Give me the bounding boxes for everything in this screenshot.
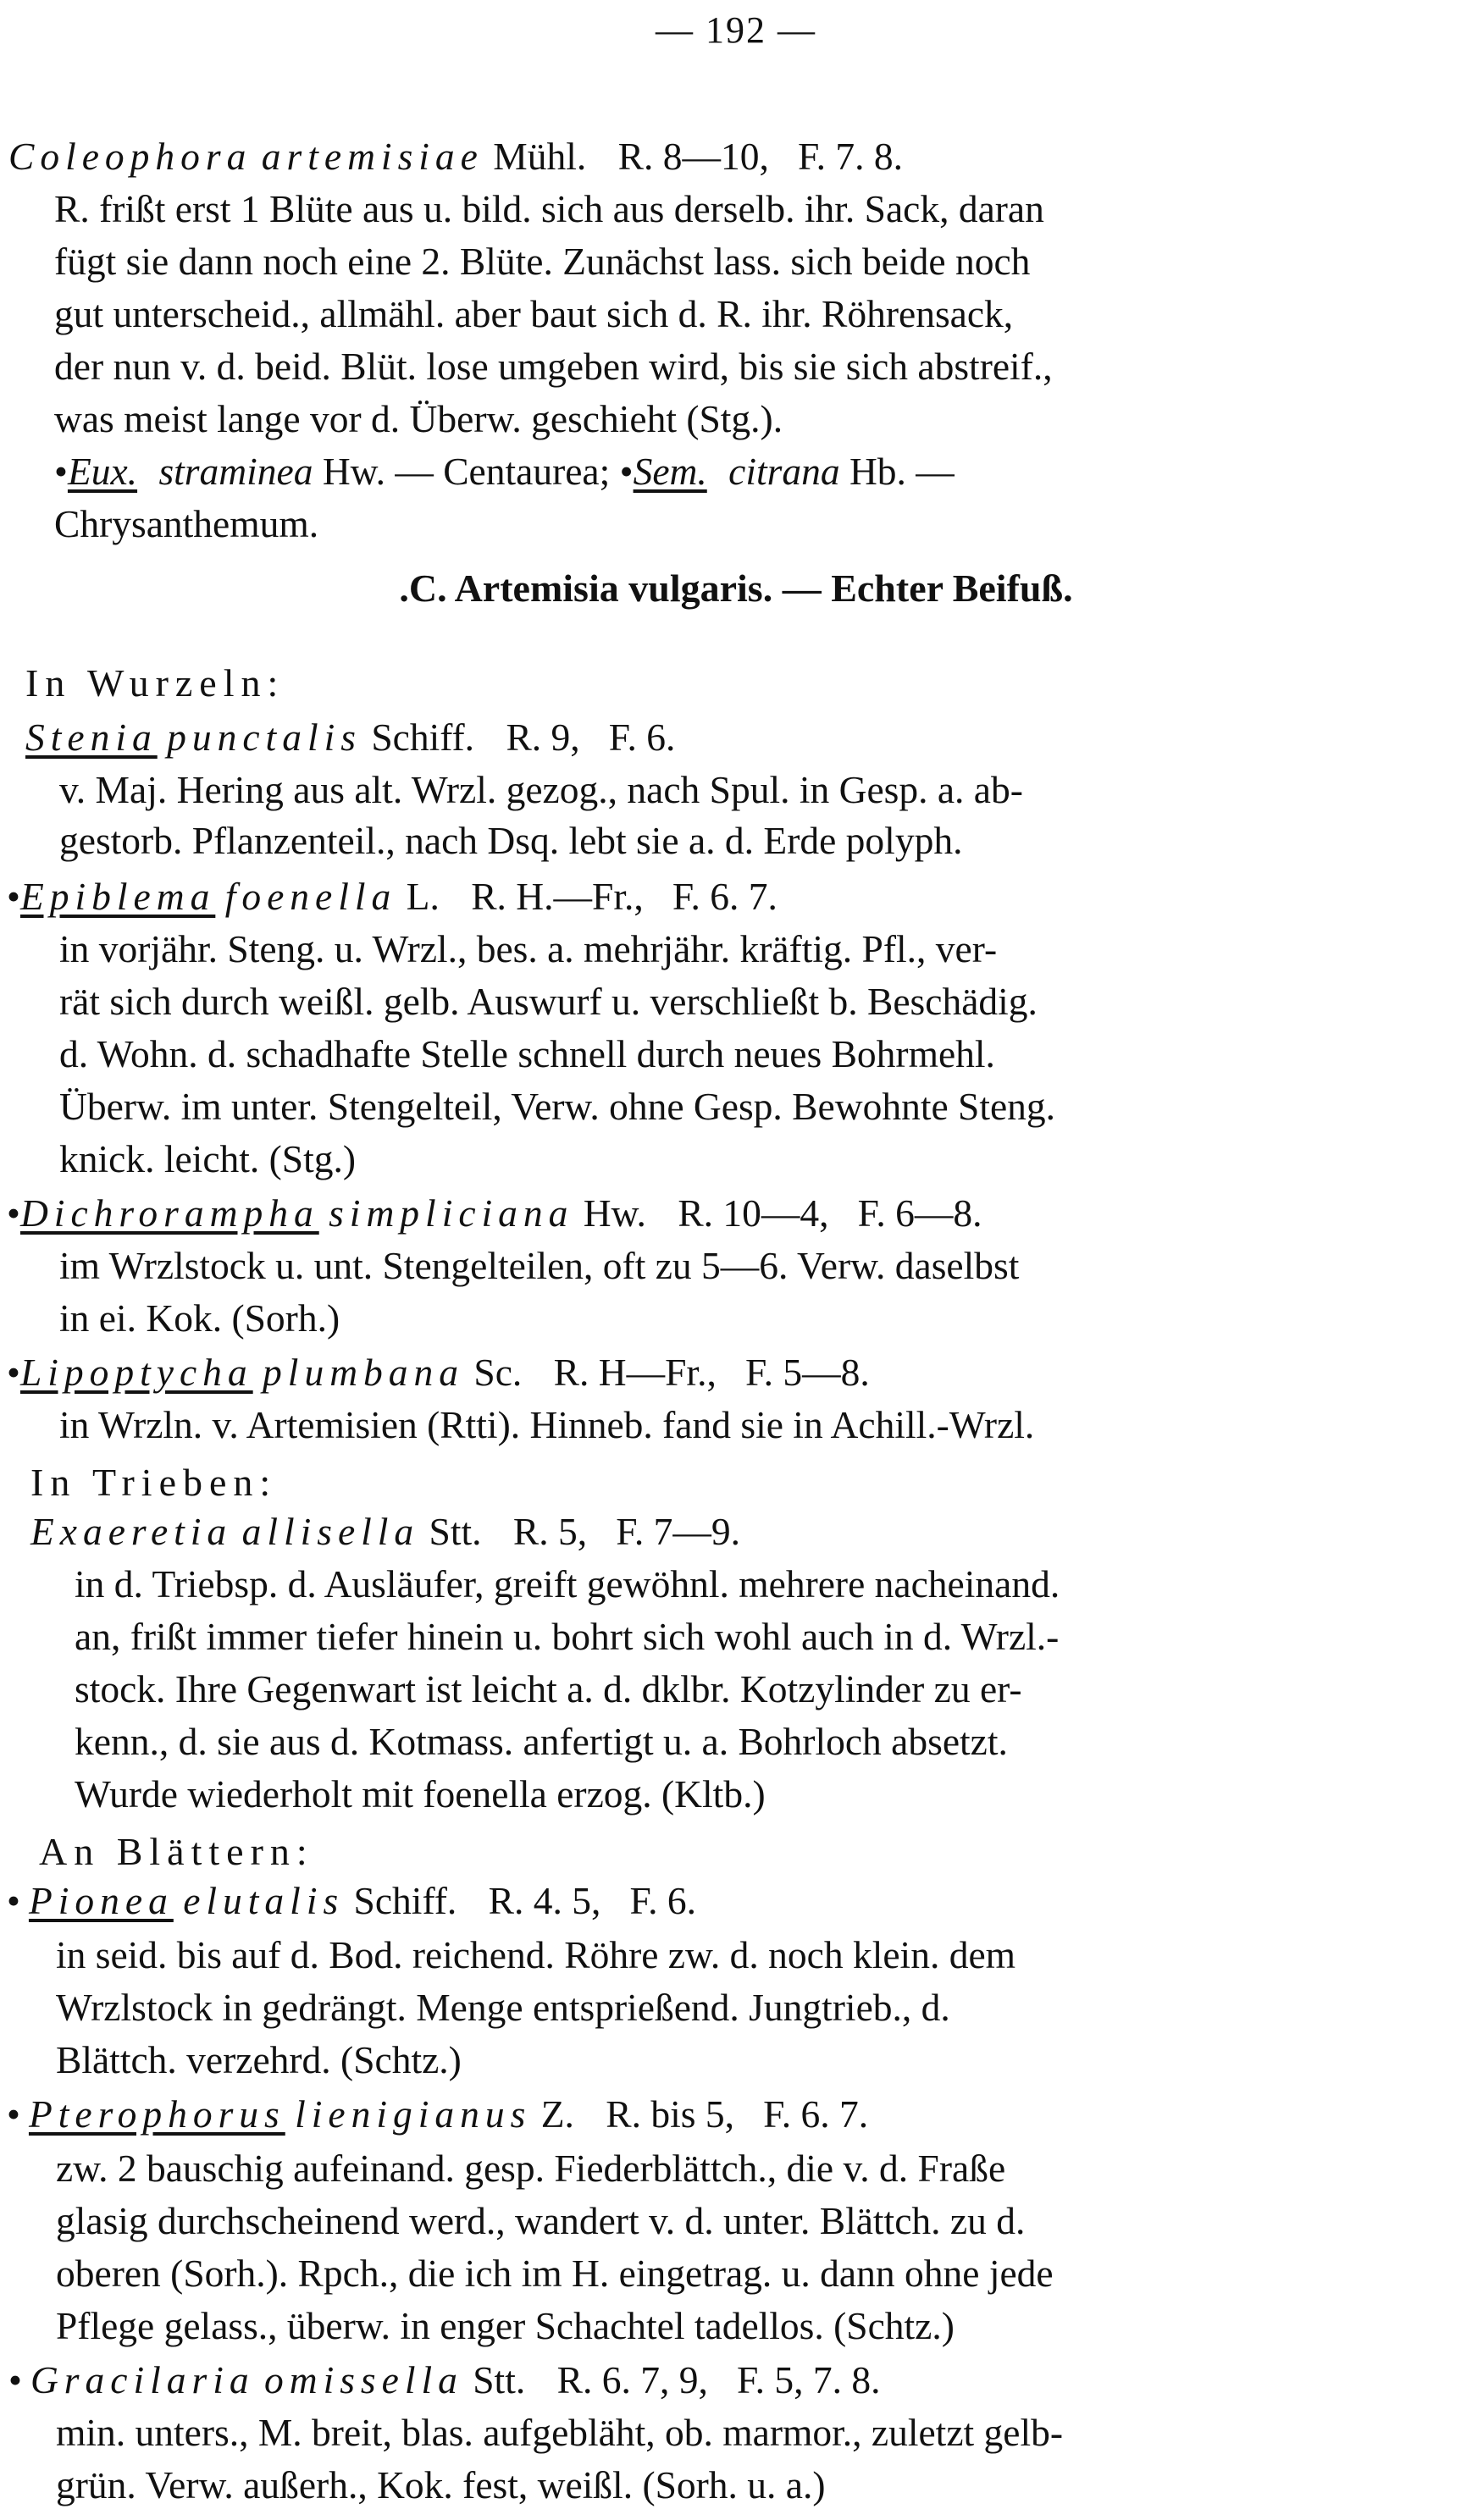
bullet: • (54, 450, 68, 493)
text-line: Wrzlstock in gedrängt. Menge entsprießend. Jungtrieb., d. (56, 1986, 950, 2029)
bullet: • (7, 875, 20, 918)
text-line: in seid. bis auf d. Bod. reichend. Röhre zw. d. noch klein. dem (56, 1933, 1016, 1976)
author-name: Schiff. (353, 1879, 457, 1922)
text-line: Überw. im unter. Stengelteil, Verw. ohne Gesp. Bewohnte Steng. (59, 1085, 1056, 1128)
species-name: artemisiae (261, 135, 484, 178)
genus-name: Dichrorampha (19, 1191, 319, 1235)
genus-abbrev: Eux. (67, 450, 138, 493)
species-heading (8, 137, 903, 176)
text-line: zw. 2 bauschig aufeinand. gesp. Fiederblättch., die v. d. Fraße (56, 2147, 1006, 2190)
text-line: Wurde wiederholt mit foenella erzog. (Kltb.) (75, 1772, 766, 1815)
species-name: lienigianus (295, 2092, 532, 2136)
text-line: in ei. Kok. (Sorh.) (59, 1296, 340, 1340)
text-line: fügt sie dann noch eine 2. Blüte. Zunächst lass. sich beide noch (54, 240, 1031, 283)
species-name: straminea (158, 450, 313, 493)
text-line: Pflege gelass., überw. in enger Schachtel tadellos. (Schtz.) (56, 2304, 955, 2347)
text-line: an, frißt immer tiefer hinein u. bohrt sich wohl auch in d. Wrzl.- (75, 1615, 1060, 1658)
reference-text: Hw. — Centaurea; (322, 450, 611, 493)
species-heading (7, 1191, 982, 1235)
bullet: • (7, 1879, 20, 1922)
genus-name: Exaeretia (30, 1510, 233, 1553)
text-line: in vorjähr. Steng. u. Wrzl., bes. a. mehrjähr. kräftig. Pfl., ver- (59, 927, 998, 970)
text-line: knick. leicht. (Stg.) (59, 1137, 357, 1180)
text-line: Chrysanthemum. (54, 502, 319, 545)
genus-name: Coleophora (8, 135, 252, 178)
phenology-data: R. 9, F. 6. (506, 716, 676, 759)
author-name: Schiff. (371, 716, 475, 759)
group-heading-leaves: An Blättern: (39, 1830, 314, 1873)
phenology-data: R. 6. 7, 9, F. 5, 7. 8. (556, 2358, 881, 2401)
genus-name: Lipoptycha (19, 1351, 253, 1394)
species-heading (30, 1512, 740, 1551)
species-name: allisella (241, 1510, 420, 1553)
phenology-data: R. H—Fr., F. 5—8. (553, 1351, 870, 1394)
text-line: gestorb. Pflanzenteil., nach Dsq. lebt sie a. d. Erde polyph. (59, 819, 963, 862)
text-line: v. Maj. Hering aus alt. Wrzl. gezog., nach Spul. in Gesp. a. ab- (59, 768, 1023, 811)
reference-text: Hb. — (849, 450, 955, 493)
genus-abbrev: Sem. (633, 450, 707, 493)
author-name: Sc. (473, 1351, 523, 1394)
species-name: elutalis (183, 1879, 345, 1922)
author-name: Mühl. (493, 135, 587, 178)
text-line: im Wrzlstock u. unt. Stengelteilen, oft zu 5—6. Verw. daselbst (59, 1244, 1020, 1287)
page-number: — 192 — (656, 9, 816, 51)
author-name: Hw. (583, 1191, 646, 1235)
text-line: kenn., d. sie aus d. Kotmass. anfertigt u. a. Bohrloch absetzt. (75, 1720, 1008, 1763)
species-name: plumbana (263, 1351, 465, 1394)
text-line: d. Wohn. d. schadhafte Stelle schnell durch neues Bohrmehl. (59, 1032, 995, 1075)
phenology-data: R. bis 5, F. 6. 7. (606, 2092, 869, 2136)
text-line: Blättch. verzehrd. (Schtz.) (56, 2038, 462, 2081)
phenology-data: R. 8—10, F. 7. 8. (617, 135, 903, 178)
group-heading-shoots: In Trieben: (30, 1461, 278, 1504)
species-heading (7, 1879, 697, 1922)
species-heading (7, 1353, 870, 1392)
genus-name: Pionea (28, 1879, 174, 1922)
text-line: in Wrzln. v. Artemisien (Rtti). Hinneb. fand sie in Achill.-Wrzl. (59, 1403, 1035, 1446)
genus-name: Epiblema (19, 875, 216, 918)
text-line: R. frißt erst 1 Blüte aus u. bild. sich aus derselb. ihr. Sack, daran (54, 187, 1044, 230)
text-line: rät sich durch weißl. gelb. Auswurf u. verschließt b. Beschädig. (59, 980, 1038, 1023)
section-heading: .C. Artemisia vulgaris. — Echter Beifuß. (399, 566, 1073, 610)
phenology-data: R. 4. 5, F. 6. (488, 1879, 697, 1922)
author-name: Stt. (429, 1510, 482, 1553)
author-name: Stt. (473, 2358, 526, 2401)
text-line: in d. Triebsp. d. Ausläufer, greift gewöhnl. mehrere nacheinand. (75, 1562, 1060, 1605)
phenology-data: R. H.—Fr., F. 6. 7. (471, 875, 778, 918)
text-line: min. unters., M. breit, blas. aufgebläht, ob. marmor., zuletzt gelb- (56, 2411, 1064, 2454)
species-name: omissella (263, 2358, 463, 2401)
text-line: grün. Verw. außerh., Kok. fest, weißl. (Sorh. u. a.) (56, 2463, 826, 2506)
author-name: L. (406, 875, 440, 918)
species-heading (7, 877, 778, 916)
group-heading-roots: In Wurzeln: (25, 661, 285, 705)
species-name: citrana (728, 450, 840, 493)
genus-name: Gracilaria (30, 2358, 255, 2401)
species-name: foenella (224, 875, 397, 918)
genus-name: Pterophorus (28, 2092, 285, 2136)
bullet: • (7, 2092, 20, 2136)
bullet: • (8, 2358, 22, 2401)
bullet: • (7, 1351, 20, 1394)
bullet: • (7, 1191, 20, 1235)
author-name: Z. (540, 2092, 574, 2136)
phenology-data: R. 5, F. 7—9. (512, 1510, 741, 1553)
text-line: oberen (Sorh.). Rpch., die ich im H. eingetrag. u. dann ohne jede (56, 2252, 1054, 2295)
phenology-data: R. 10—4, F. 6—8. (678, 1191, 982, 1235)
text-line: stock. Ihre Gegenwart ist leicht a. d. dklbr. Kotzylinder zu er- (75, 1667, 1022, 1710)
species-name: punctalis (167, 716, 362, 759)
species-heading (25, 718, 675, 757)
species-heading (7, 2092, 869, 2136)
text-line: glasig durchscheinend werd., wandert v. d. unter. Blättch. zu d. (56, 2199, 1026, 2242)
species-heading (8, 2358, 881, 2401)
species-name: simpliciana (329, 1191, 574, 1235)
reference-line (54, 452, 955, 491)
bullet: • (619, 450, 634, 493)
text-line: gut unterscheid., allmähl. aber baut sich d. R. ihr. Röhrensack, (54, 292, 1014, 335)
text-line: was meist lange vor d. Überw. geschieht (Stg.). (54, 397, 783, 440)
genus-name: Stenia (25, 716, 158, 759)
text-line: der nun v. d. beid. Blüt. lose umgeben wird, bis sie sich abstreif., (54, 345, 1053, 388)
